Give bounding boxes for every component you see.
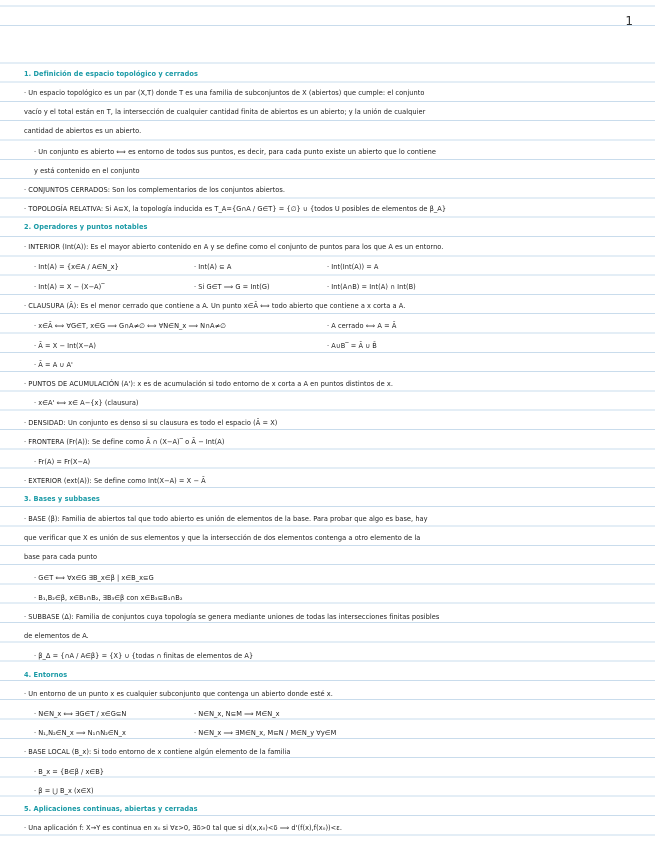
- text-line: · β_Δ = {∩A / A∈β} = {X} ∪ {todas ∩ finitas de elementos de A}: [34, 652, 254, 660]
- formula: · Int(A) = {x∈A / A∈N_x}: [34, 263, 119, 271]
- text-line: · Un conjunto es abierto ⟺ es entorno de todos sus puntos, es decir, para cada punto existe un abierto que lo contiene: [34, 148, 436, 156]
- text-line: · Un entorno de un punto x es cualquier subconjunto que contenga un abierto donde esté x.: [24, 690, 333, 698]
- text-line: · BASE LOCAL (B_x): Si todo entorno de x contiene algún elemento de la familia: [24, 748, 291, 756]
- text-line: · Ā = A ∪ A': [34, 361, 73, 369]
- formula: · N∈N_x ⟺ ∃G∈T / x∈G⊆N: [34, 710, 127, 718]
- formula: · N∈N_x ⟹ ∃M∈N_x, M⊆N / M∈N_y ∀y∈M: [194, 729, 337, 737]
- text-line: · EXTERIOR (ext(A)): Se define como Int(X−A) = X − Ā: [24, 477, 206, 485]
- formula: · Si G∈T ⟹ G = Int(G): [194, 283, 270, 291]
- text-line: y está contenido en el conjunto: [34, 167, 140, 175]
- text-line: · Una aplicación f: X→Y es continua en x₀ si ∀ε>0, ∃δ>0 tal que si d(x,x₀)<δ ⟹ d'(f(x),f(x₀))<ε.: [24, 824, 343, 832]
- formula: · N₁,N₂∈N_x ⟹ N₁∩N₂∈N_x: [34, 729, 126, 737]
- formula: · Int(Int(A)) = A: [327, 263, 379, 271]
- text-line: base para cada punto: [24, 553, 98, 561]
- text-line: · Fr(A) = Fr(X−A): [34, 458, 91, 466]
- formula: · Int(A) ⊆ A: [194, 263, 232, 271]
- text-line: · β = ⋃ B_x (x∈X): [34, 787, 94, 795]
- section-heading-3: 3. Bases y subbases: [24, 495, 100, 503]
- text-line: · B_x = {B∈β / x∈B}: [34, 768, 105, 776]
- text-line: de elementos de A.: [24, 632, 89, 640]
- page-number: 1: [625, 14, 633, 28]
- section-heading-4: 4. Entornos: [24, 671, 68, 679]
- formula: · Ā = X − Int(X−A): [34, 342, 96, 350]
- text-line: · BASE (β): Familia de abiertos tal que todo abierto es unión de elementos de la base. Para probar que algo es base, hay: [24, 515, 428, 523]
- formula: · A cerrado ⟺ A = Ā: [327, 322, 397, 330]
- text-line: que verificar que X es unión de sus elementos y que la intersección de dos elementos contenga a otro elemento de la: [24, 534, 421, 542]
- interior-row-1: [34, 258, 643, 277]
- section-heading-2: 2. Operadores y puntos notables: [24, 223, 148, 231]
- text-line: · TOPOLOGÍA RELATIVA: Si A⊆X, la topología inducida es T_A={G∩A / G∈T} = {∅} ∪ {todos U posibles de elementos de β_A}: [24, 205, 447, 213]
- clausura-row-2: [34, 337, 643, 356]
- formula: · N∈N_x, N⊆M ⟹ M∈N_x: [194, 710, 280, 718]
- text-line: · DENSIDAD: Un conjunto es denso si su clausura es todo el espacio (Ā = X): [24, 419, 278, 427]
- text-line: · G∈T ⟺ ∀x∈G ∃B_x∈β | x∈B_x⊆G: [34, 574, 154, 582]
- text-line: cantidad de abiertos es un abierto.: [24, 127, 142, 135]
- entornos-row-2: [34, 724, 643, 743]
- clausura-row-1: [34, 317, 643, 336]
- interior-row-2: [34, 278, 643, 297]
- text-line: · PUNTOS DE ACUMULACIÓN (A'): x es de acumulación si todo entorno de x corta a A en puntos distintos de x.: [24, 380, 393, 388]
- formula: · Int(A) = X − (X−A)‾: [34, 283, 105, 291]
- formula: · x∈Ā ⟺ ∀G∈T, x∈G ⟹ G∩A≠∅ ⟺ ∀N∈N_x ⟹ N∩A≠∅: [34, 322, 226, 330]
- text-line: · x∈A' ⟺ x∈ A−{x} (clausura): [34, 399, 139, 407]
- text-line: vacío y el total están en T, la intersección de cualquier cantidad finita de abiertos es un abierto; y la unión de cualquier: [24, 108, 426, 116]
- text-line: · B₁,B₂∈β, x∈B₁∩B₂, ∃B₃∈β con x∈B₃⊆B₁∩B₂: [34, 594, 183, 602]
- section-heading-1: 1. Definición de espacio topológico y cerrados: [24, 70, 198, 78]
- text-line: · SUBBASE (Δ): Familia de conjuntos cuya topología se genera mediante uniones de todas las intersecciones finitas posibles: [24, 613, 440, 621]
- text-line: · CLAUSURA (Ā): Es el menor cerrado que contiene a A. Un punto x∈Ā ⟺ todo abierto que contiene a x corta a A.: [24, 302, 406, 310]
- text-line: · INTERIOR (Int(A)): Es el mayor abierto contenido en A y se define como el conjunto de puntos para los que A es un entorno.: [24, 243, 444, 251]
- entornos-row-1: [34, 705, 643, 724]
- text-line: · FRONTERA (Fr(A)): Se define como Ā ∩ (X−A)‾ o Ā − Int(A): [24, 438, 225, 446]
- section-heading-5: 5. Aplicaciones continuas, abiertas y cerradas: [24, 805, 198, 813]
- text-line: · Un espacio topológico es un par (X,T) donde T es una familia de subconjuntos de X (abiertos) que cumple: el conjunto: [24, 89, 425, 97]
- formula: · Int(A∩B) = Int(A) ∩ Int(B): [327, 283, 416, 291]
- text-line: · CONJUNTOS CERRADOS: Son los complementarios de los conjuntos abiertos.: [24, 186, 285, 194]
- formula: · A∪B‾ = Ā ∪ B̄: [327, 342, 377, 350]
